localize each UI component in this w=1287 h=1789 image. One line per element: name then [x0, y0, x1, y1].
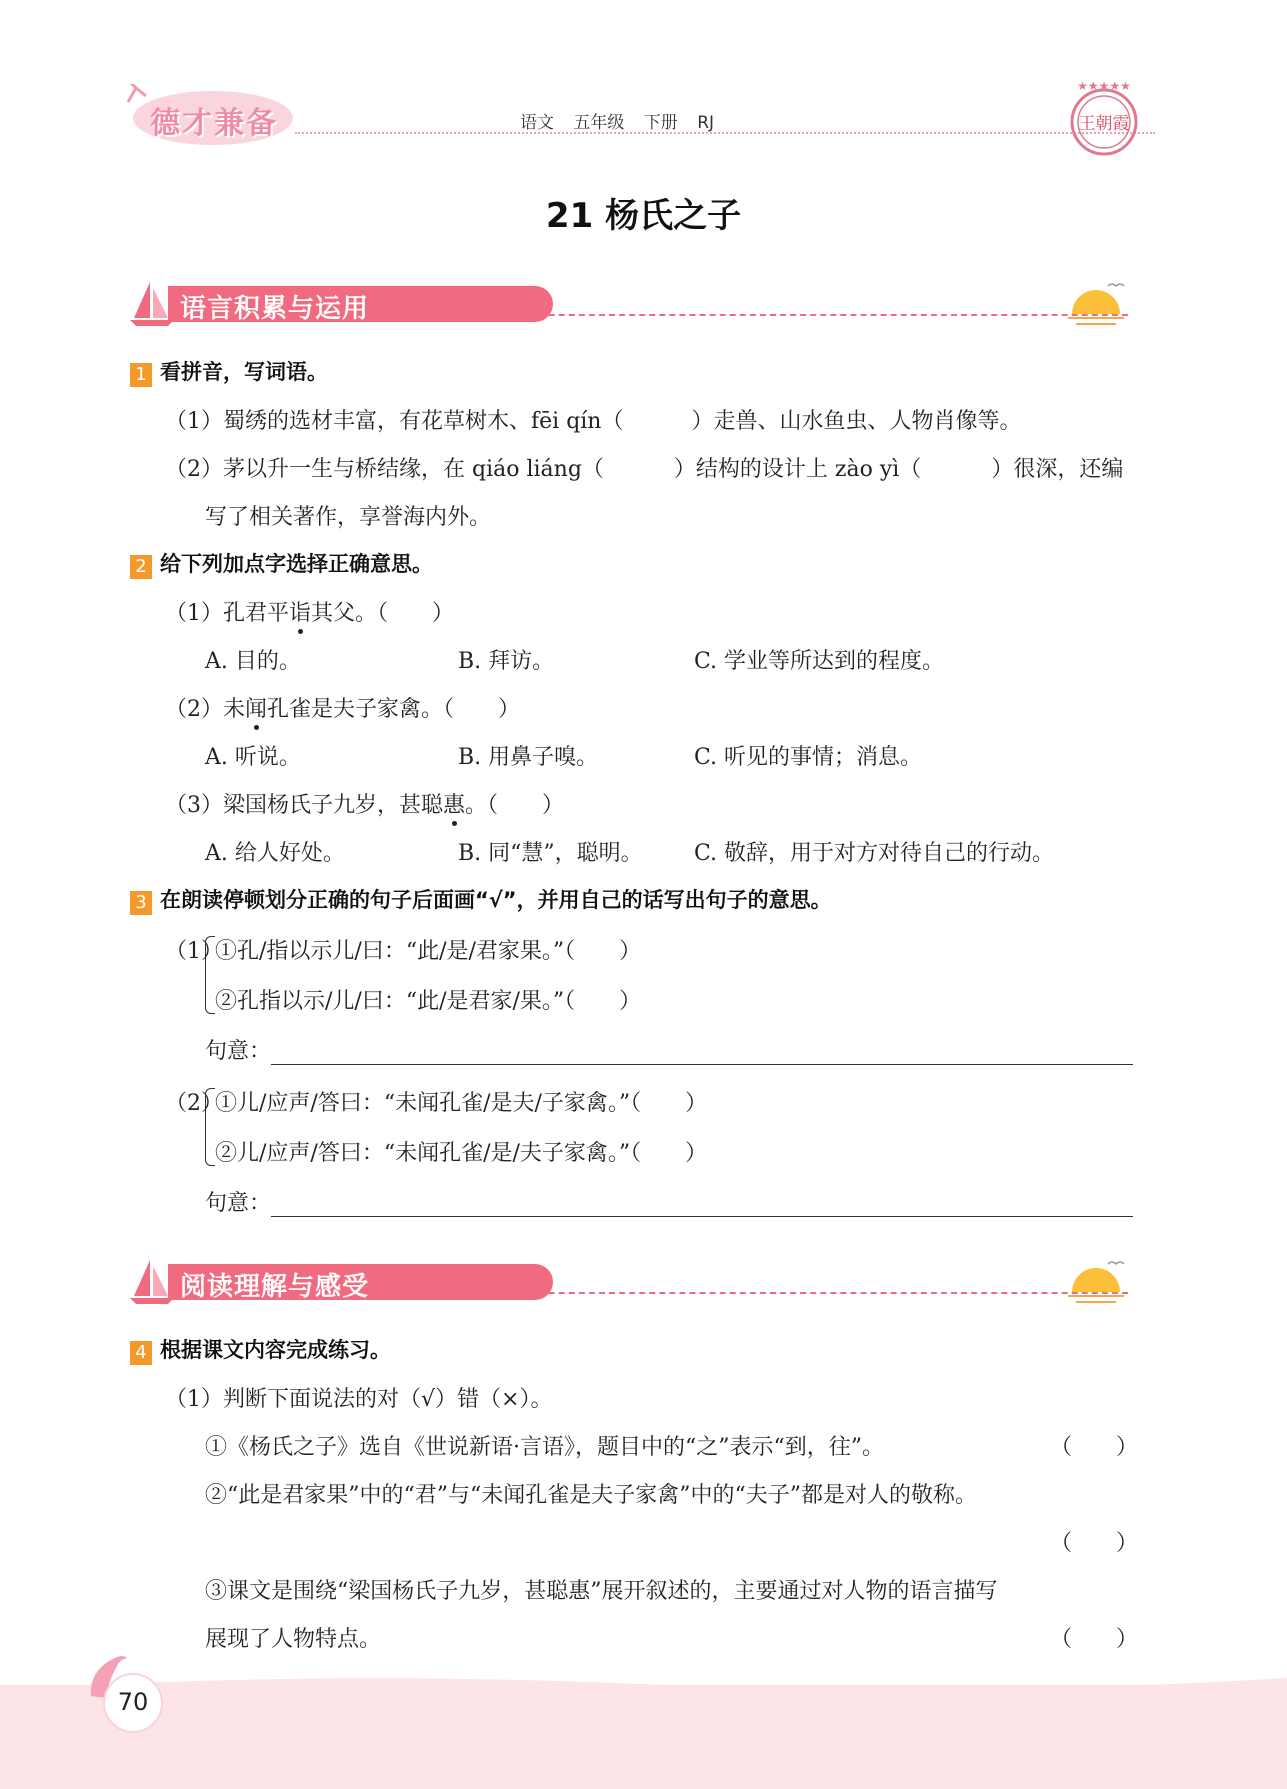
svg-text:★★★★★: ★★★★★ [1077, 79, 1131, 93]
q3-option-1a[interactable]: ①孔/指以示儿/曰：“此/是/君家果。”（ ） [215, 939, 642, 964]
brace [205, 1088, 215, 1166]
q1-text: ）走兽、山水鱼虫、人物肖像等。 [691, 409, 1022, 434]
page-number: 70 [117, 1688, 149, 1716]
meaning-label: 句意： [205, 1191, 272, 1216]
q2-option-1b: B. 拜访。 [458, 649, 555, 674]
question-title: 给下列加点字选择正确意思。 [160, 552, 433, 576]
banner-dash-line [428, 314, 1128, 316]
q2-option-2b: B. 用鼻子嗅。 [458, 745, 599, 770]
q2-option-2c: C. 听见的事情；消息。 [694, 745, 923, 770]
question-3-header [130, 884, 832, 915]
q2-text: （2）未 [165, 697, 245, 722]
q1-text: ）结构的设计上 zào yì（ [673, 457, 922, 482]
question-title: 看拼音，写词语。 [160, 360, 328, 384]
q3-part-1-label: （1） [165, 939, 223, 964]
page-title: 21 杨氏之子 [545, 196, 742, 236]
judge-answer-paren[interactable]: （ ） [1050, 1531, 1139, 1556]
q3-option-2a[interactable]: ①儿/应声/答曰：“未闻孔雀/是夫/子家禽。”（ ） [215, 1091, 708, 1116]
question-number: 2 [130, 555, 152, 579]
meaning-label: 句意： [205, 1039, 272, 1064]
meaning-answer-line[interactable] [271, 1043, 1133, 1065]
q2-text: 。（ ） [465, 793, 565, 818]
q3-option-1b[interactable]: ②孔指以示/儿/曰：“此/是君家/果。”（ ） [215, 989, 642, 1014]
question-number: 4 [130, 1341, 152, 1365]
q4-subtitle: （1）判断下面说法的对（√）错（×）。 [165, 1387, 553, 1412]
q1-text: （1）蜀绣的选材丰富，有花草树木、fēi qín（ [165, 409, 624, 434]
q1-line-3: 写了相关著作，享誉海内外。 [205, 505, 492, 530]
q4-judge-3a: ③课文是围绕“梁国杨氏子九岁，甚聪惠”展开叙述的，主要通过对人物的语言描写 [205, 1579, 998, 1604]
seal-logo [1065, 78, 1143, 164]
q2-sentence-2 [165, 692, 520, 723]
q1-line-2 [165, 452, 1123, 483]
q4-judge-1: ①《杨氏之子》选自《世说新语·言语》，题目中的“之”表示“到，往”。 [205, 1435, 884, 1460]
q2-option-1c: C. 学业等所达到的程度。 [694, 649, 945, 674]
section-title: 阅读理解与感受 [180, 1272, 370, 1302]
header-divider [295, 132, 1155, 134]
q2-option-3b: B. 同“慧”，聪明。 [458, 841, 643, 866]
question-number: 1 [130, 363, 152, 387]
q4-judge-3b: 展现了人物特点。 [205, 1627, 382, 1652]
q3-option-2b[interactable]: ②儿/应声/答曰：“未闻孔雀/是/夫子家禽。”（ ） [215, 1141, 708, 1166]
judge-answer-paren[interactable]: （ ） [1050, 1627, 1139, 1652]
q2-option-3c: C. 敬辞，用于对方对待自己的行动。 [694, 841, 1055, 866]
question-1-header [130, 356, 328, 387]
q2-text: 其父。（ ） [311, 601, 455, 626]
q2-text: 孔雀是夫子家禽。（ ） [267, 697, 521, 722]
question-title: 根据课文内容完成练习。 [160, 1338, 391, 1362]
sunset-icon [1060, 280, 1130, 328]
q2-sentence-1 [165, 596, 454, 627]
question-4-header [130, 1334, 391, 1365]
q3-meaning-1 [205, 1034, 1133, 1065]
meaning-answer-line[interactable] [271, 1195, 1133, 1217]
q1-text: ）很深，还编 [991, 457, 1124, 482]
q3-meaning-2 [205, 1186, 1133, 1217]
q2-sentence-3 [165, 788, 564, 819]
q1-text: （2）茅以升一生与桥结缘，在 qiáo liáng（ [165, 457, 604, 482]
brand-text: 德才兼备 [150, 106, 278, 141]
dotted-char: 惠 [443, 793, 466, 818]
dotted-char: 闻 [245, 697, 268, 722]
question-title: 在朗读停顿划分正确的句子后面画“√”，并用自己的话写出句子的意思。 [160, 888, 832, 912]
section-banner-reading [128, 1256, 1130, 1308]
q2-text: （1）孔君平 [165, 601, 289, 626]
section-banner-language [128, 278, 1130, 330]
question-number: 3 [130, 891, 152, 915]
q2-text: （3）梁国杨氏子九岁，甚聪 [165, 793, 443, 818]
q2-option-3a: A. 给人好处。 [205, 841, 345, 866]
q2-option-1a: A. 目的。 [205, 649, 301, 674]
svg-text:王朝霞: 王朝霞 [1078, 114, 1130, 134]
q3-part-2-label: （2） [165, 1091, 223, 1116]
subject-label: 语文 五年级 下册 RJ [520, 113, 715, 133]
judge-answer-paren[interactable]: （ ） [1050, 1435, 1139, 1460]
footer-band [0, 1685, 1287, 1789]
q1-line-1 [165, 404, 1022, 435]
section-title: 语言积累与运用 [180, 294, 370, 324]
q2-option-2a: A. 听说。 [205, 745, 301, 770]
q4-judge-2: ②“此是君家果”中的“君”与“未闻孔雀是夫子家禽”中的“夫子”都是对人的敬称。 [205, 1483, 977, 1508]
banner-dash-line [428, 1292, 1128, 1294]
dotted-char: 诣 [289, 601, 312, 626]
brace [205, 936, 215, 1014]
sunset-icon [1060, 1258, 1130, 1306]
question-2-header [130, 548, 433, 579]
